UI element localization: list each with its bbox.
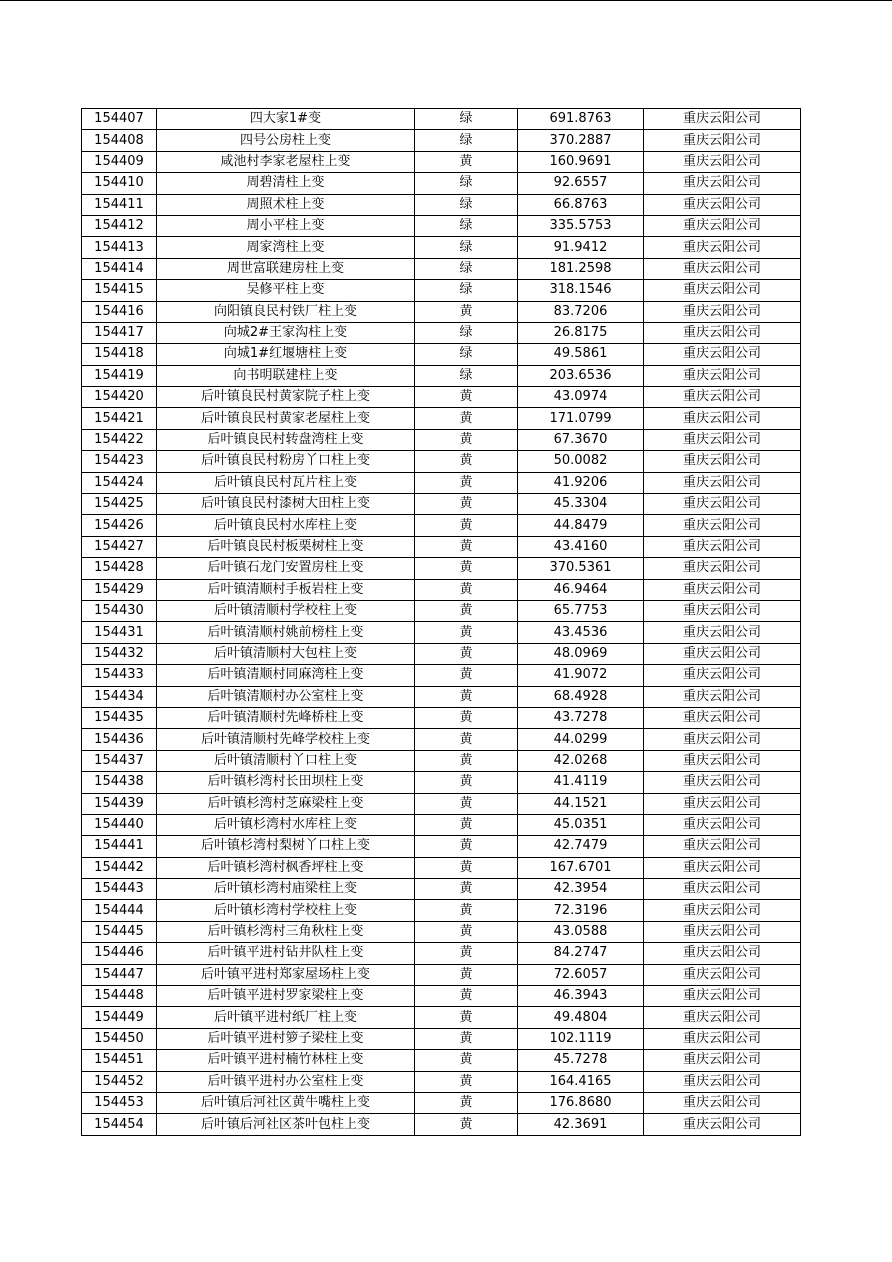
transformer-name-cell: 后叶镇清顺村大包柱上变 [157,643,415,664]
value-cell: 43.0588 [518,921,644,942]
row-id-cell: 154407 [82,109,157,130]
status-color-cell: 黄 [415,750,518,771]
value-cell: 42.3691 [518,1114,644,1135]
company-cell: 重庆云阳公司 [644,964,801,985]
row-id-cell: 154426 [82,515,157,536]
row-id-cell: 154422 [82,429,157,450]
transformer-name-cell: 后叶镇良民村板栗树柱上变 [157,536,415,557]
table-row [82,237,801,258]
row-id-cell: 154423 [82,451,157,472]
company-cell: 重庆云阳公司 [644,1092,801,1113]
status-color-cell: 黄 [415,494,518,515]
value-cell: 335.5753 [518,215,644,236]
transformer-name-cell: 后叶镇平进村箩子梁柱上变 [157,1028,415,1049]
status-color-cell: 黄 [415,943,518,964]
transformer-name-cell: 周家湾柱上变 [157,237,415,258]
company-cell: 重庆云阳公司 [644,750,801,771]
status-color-cell: 黄 [415,1092,518,1113]
company-cell: 重庆云阳公司 [644,109,801,130]
company-cell: 重庆云阳公司 [644,686,801,707]
transformer-name-cell: 后叶镇杉湾村水库柱上变 [157,814,415,835]
status-color-cell: 绿 [415,109,518,130]
value-cell: 42.3954 [518,879,644,900]
status-color-cell: 黄 [415,879,518,900]
value-cell: 42.7479 [518,836,644,857]
row-id-cell: 154453 [82,1092,157,1113]
row-id-cell: 154411 [82,194,157,215]
value-cell: 72.6057 [518,964,644,985]
company-cell: 重庆云阳公司 [644,643,801,664]
value-cell: 102.1119 [518,1028,644,1049]
transformer-name-cell: 后叶镇后河社区茶叶包柱上变 [157,1114,415,1135]
value-cell: 49.4804 [518,1007,644,1028]
transformer-name-cell: 后叶镇杉湾村三角秋柱上变 [157,921,415,942]
table-row [82,494,801,515]
value-cell: 167.6701 [518,857,644,878]
row-id-cell: 154435 [82,707,157,728]
company-cell: 重庆云阳公司 [644,130,801,151]
value-cell: 26.8175 [518,322,644,343]
transformer-name-cell: 后叶镇清顺村手板岩柱上变 [157,579,415,600]
status-color-cell: 黄 [415,814,518,835]
table-row [82,1007,801,1028]
company-cell: 重庆云阳公司 [644,301,801,322]
status-color-cell: 黄 [415,429,518,450]
row-id-cell: 154418 [82,344,157,365]
status-color-cell: 黄 [415,387,518,408]
table-row [82,986,801,1007]
table-row [82,1071,801,1092]
status-color-cell: 绿 [415,280,518,301]
transformer-name-cell: 向城2#王家沟柱上变 [157,322,415,343]
table-row [82,665,801,686]
value-cell: 41.9206 [518,472,644,493]
transformer-name-cell: 后叶镇清顺村办公室柱上变 [157,686,415,707]
table-row [82,643,801,664]
transformer-name-cell: 后叶镇良民村粉房丫口柱上变 [157,451,415,472]
value-cell: 84.2747 [518,943,644,964]
transformer-name-cell: 咸池村李家老屋柱上变 [157,151,415,172]
row-id-cell: 154441 [82,836,157,857]
company-cell: 重庆云阳公司 [644,322,801,343]
status-color-cell: 黄 [415,536,518,557]
table-row [82,387,801,408]
status-color-cell: 黄 [415,729,518,750]
row-id-cell: 154434 [82,686,157,707]
table-row [82,579,801,600]
status-color-cell: 黄 [415,900,518,921]
row-id-cell: 154440 [82,814,157,835]
company-cell: 重庆云阳公司 [644,814,801,835]
table-row [82,622,801,643]
company-cell: 重庆云阳公司 [644,943,801,964]
status-color-cell: 黄 [415,1071,518,1092]
row-id-cell: 154436 [82,729,157,750]
row-id-cell: 154454 [82,1114,157,1135]
table-row [82,1114,801,1135]
company-cell: 重庆云阳公司 [644,622,801,643]
table-row [82,814,801,835]
table-row [82,151,801,172]
row-id-cell: 154444 [82,900,157,921]
value-cell: 66.8763 [518,194,644,215]
company-cell: 重庆云阳公司 [644,173,801,194]
status-color-cell: 黄 [415,515,518,536]
table-row [82,943,801,964]
company-cell: 重庆云阳公司 [644,344,801,365]
company-cell: 重庆云阳公司 [644,707,801,728]
status-color-cell: 绿 [415,344,518,365]
transformer-name-cell: 周碧清柱上变 [157,173,415,194]
status-color-cell: 绿 [415,130,518,151]
company-cell: 重庆云阳公司 [644,365,801,386]
status-color-cell: 绿 [415,215,518,236]
status-color-cell: 黄 [415,921,518,942]
transformer-name-cell: 后叶镇平进村纸厂柱上变 [157,1007,415,1028]
row-id-cell: 154420 [82,387,157,408]
table-row [82,964,801,985]
company-cell: 重庆云阳公司 [644,1071,801,1092]
row-id-cell: 154430 [82,600,157,621]
row-id-cell: 154417 [82,322,157,343]
table-row [82,322,801,343]
table-row [82,729,801,750]
status-color-cell: 黄 [415,665,518,686]
table-row [82,921,801,942]
value-cell: 43.4160 [518,536,644,557]
value-cell: 171.0799 [518,408,644,429]
row-id-cell: 154428 [82,558,157,579]
transformer-name-cell: 后叶镇平进村罗家梁柱上变 [157,986,415,1007]
transformer-name-cell: 后叶镇平进村郑家屋场柱上变 [157,964,415,985]
value-cell: 176.8680 [518,1092,644,1113]
value-cell: 42.0268 [518,750,644,771]
value-cell: 45.3304 [518,494,644,515]
status-color-cell: 绿 [415,194,518,215]
value-cell: 160.9691 [518,151,644,172]
row-id-cell: 154447 [82,964,157,985]
row-id-cell: 154437 [82,750,157,771]
transformer-name-cell: 后叶镇良民村黄家老屋柱上变 [157,408,415,429]
row-id-cell: 154409 [82,151,157,172]
company-cell: 重庆云阳公司 [644,986,801,1007]
table-row [82,772,801,793]
table-row [82,857,801,878]
status-color-cell: 黄 [415,964,518,985]
value-cell: 92.6557 [518,173,644,194]
transformer-name-cell: 后叶镇清顺村丫口柱上变 [157,750,415,771]
transformer-name-cell: 后叶镇杉湾村学校柱上变 [157,900,415,921]
transformer-name-cell: 后叶镇良民村漆树大田柱上变 [157,494,415,515]
status-color-cell: 黄 [415,1114,518,1135]
table-row [82,515,801,536]
value-cell: 44.8479 [518,515,644,536]
transformer-name-cell: 后叶镇清顺村先峰桥柱上变 [157,707,415,728]
row-id-cell: 154445 [82,921,157,942]
table-row [82,879,801,900]
transformer-name-cell: 周照术柱上变 [157,194,415,215]
transformer-name-cell: 后叶镇良民村转盘湾柱上变 [157,429,415,450]
value-cell: 164.4165 [518,1071,644,1092]
table-row [82,750,801,771]
value-cell: 41.9072 [518,665,644,686]
table-row [82,215,801,236]
row-id-cell: 154442 [82,857,157,878]
value-cell: 65.7753 [518,600,644,621]
table-row [82,836,801,857]
transformer-name-cell: 周小平柱上变 [157,215,415,236]
table-row [82,344,801,365]
transformer-name-cell: 后叶镇杉湾村庙梁柱上变 [157,879,415,900]
company-cell: 重庆云阳公司 [644,900,801,921]
row-id-cell: 154410 [82,173,157,194]
transformer-name-cell: 后叶镇杉湾村芝麻梁柱上变 [157,793,415,814]
status-color-cell: 黄 [415,408,518,429]
row-id-cell: 154427 [82,536,157,557]
value-cell: 45.0351 [518,814,644,835]
company-cell: 重庆云阳公司 [644,408,801,429]
company-cell: 重庆云阳公司 [644,472,801,493]
company-cell: 重庆云阳公司 [644,387,801,408]
row-id-cell: 154415 [82,280,157,301]
company-cell: 重庆云阳公司 [644,1028,801,1049]
table-row [82,451,801,472]
table-row [82,109,801,130]
row-id-cell: 154416 [82,301,157,322]
status-color-cell: 黄 [415,686,518,707]
status-color-cell: 黄 [415,600,518,621]
company-cell: 重庆云阳公司 [644,194,801,215]
status-color-cell: 绿 [415,237,518,258]
transformer-name-cell: 周世富联建房柱上变 [157,258,415,279]
table-row [82,600,801,621]
company-cell: 重庆云阳公司 [644,1007,801,1028]
status-color-cell: 黄 [415,643,518,664]
value-cell: 67.3670 [518,429,644,450]
transformer-name-cell: 后叶镇清顺村学校柱上变 [157,600,415,621]
transformer-name-cell: 后叶镇清顺村姚前榜柱上变 [157,622,415,643]
transformer-name-cell: 后叶镇清顺村同麻湾柱上变 [157,665,415,686]
value-cell: 41.4119 [518,772,644,793]
transformer-name-cell: 后叶镇良民村黄家院子柱上变 [157,387,415,408]
company-cell: 重庆云阳公司 [644,429,801,450]
row-id-cell: 154421 [82,408,157,429]
company-cell: 重庆云阳公司 [644,793,801,814]
status-color-cell: 黄 [415,986,518,1007]
row-id-cell: 154438 [82,772,157,793]
transformer-name-cell: 后叶镇平进村办公室柱上变 [157,1071,415,1092]
status-color-cell: 黄 [415,707,518,728]
status-color-cell: 黄 [415,836,518,857]
table-row [82,793,801,814]
company-cell: 重庆云阳公司 [644,579,801,600]
transformer-name-cell: 后叶镇平进村楠竹林柱上变 [157,1050,415,1071]
value-cell: 49.5861 [518,344,644,365]
row-id-cell: 154452 [82,1071,157,1092]
company-cell: 重庆云阳公司 [644,280,801,301]
row-id-cell: 154419 [82,365,157,386]
table-row [82,558,801,579]
company-cell: 重庆云阳公司 [644,836,801,857]
value-cell: 83.7206 [518,301,644,322]
value-cell: 44.0299 [518,729,644,750]
row-id-cell: 154451 [82,1050,157,1071]
transformer-table [81,108,801,1136]
company-cell: 重庆云阳公司 [644,600,801,621]
value-cell: 46.3943 [518,986,644,1007]
table-row [82,194,801,215]
transformer-name-cell: 后叶镇石龙门安置房柱上变 [157,558,415,579]
status-color-cell: 黄 [415,151,518,172]
status-color-cell: 绿 [415,322,518,343]
table-row [82,280,801,301]
table-row [82,301,801,322]
transformer-name-cell: 后叶镇平进村钻井队柱上变 [157,943,415,964]
value-cell: 318.1546 [518,280,644,301]
company-cell: 重庆云阳公司 [644,151,801,172]
transformer-name-cell: 后叶镇后河社区黄牛嘴柱上变 [157,1092,415,1113]
table-row [82,707,801,728]
company-cell: 重庆云阳公司 [644,857,801,878]
status-color-cell: 黄 [415,451,518,472]
value-cell: 68.4928 [518,686,644,707]
transformer-name-cell: 向城1#红堰塘柱上变 [157,344,415,365]
table-row [82,1092,801,1113]
transformer-name-cell: 后叶镇杉湾村梨树丫口柱上变 [157,836,415,857]
table-row [82,472,801,493]
transformer-name-cell: 后叶镇良民村水库柱上变 [157,515,415,536]
row-id-cell: 154439 [82,793,157,814]
status-color-cell: 黄 [415,1050,518,1071]
table-row [82,1050,801,1071]
transformer-name-cell: 向阳镇良民村铁厂柱上变 [157,301,415,322]
row-id-cell: 154429 [82,579,157,600]
row-id-cell: 154448 [82,986,157,1007]
company-cell: 重庆云阳公司 [644,1050,801,1071]
transformer-name-cell: 吴修平柱上变 [157,280,415,301]
table-row [82,429,801,450]
value-cell: 50.0082 [518,451,644,472]
company-cell: 重庆云阳公司 [644,729,801,750]
table-row [82,1028,801,1049]
table-row [82,536,801,557]
row-id-cell: 154414 [82,258,157,279]
company-cell: 重庆云阳公司 [644,536,801,557]
row-id-cell: 154412 [82,215,157,236]
row-id-cell: 154432 [82,643,157,664]
company-cell: 重庆云阳公司 [644,558,801,579]
company-cell: 重庆云阳公司 [644,451,801,472]
status-color-cell: 黄 [415,857,518,878]
table-row [82,408,801,429]
company-cell: 重庆云阳公司 [644,1114,801,1135]
status-color-cell: 黄 [415,772,518,793]
status-color-cell: 绿 [415,173,518,194]
value-cell: 72.3196 [518,900,644,921]
status-color-cell: 绿 [415,258,518,279]
transformer-name-cell: 向书明联建柱上变 [157,365,415,386]
row-id-cell: 154413 [82,237,157,258]
value-cell: 45.7278 [518,1050,644,1071]
status-color-cell: 黄 [415,793,518,814]
company-cell: 重庆云阳公司 [644,258,801,279]
company-cell: 重庆云阳公司 [644,665,801,686]
transformer-name-cell: 后叶镇杉湾村枫香坪柱上变 [157,857,415,878]
table-row [82,173,801,194]
value-cell: 91.9412 [518,237,644,258]
company-cell: 重庆云阳公司 [644,237,801,258]
transformer-name-cell: 四号公房柱上变 [157,130,415,151]
value-cell: 48.0969 [518,643,644,664]
status-color-cell: 黄 [415,301,518,322]
value-cell: 44.1521 [518,793,644,814]
row-id-cell: 154449 [82,1007,157,1028]
company-cell: 重庆云阳公司 [644,494,801,515]
transformer-name-cell: 后叶镇清顺村先峰学校柱上变 [157,729,415,750]
status-color-cell: 绿 [415,365,518,386]
transformer-name-cell: 四大家1#变 [157,109,415,130]
value-cell: 203.6536 [518,365,644,386]
table-row [82,258,801,279]
transformer-name-cell: 后叶镇杉湾村长田坝柱上变 [157,772,415,793]
status-color-cell: 黄 [415,472,518,493]
value-cell: 691.8763 [518,109,644,130]
value-cell: 370.2887 [518,130,644,151]
value-cell: 43.4536 [518,622,644,643]
status-color-cell: 黄 [415,558,518,579]
status-color-cell: 黄 [415,622,518,643]
company-cell: 重庆云阳公司 [644,921,801,942]
value-cell: 181.2598 [518,258,644,279]
row-id-cell: 154450 [82,1028,157,1049]
company-cell: 重庆云阳公司 [644,215,801,236]
table-row [82,365,801,386]
row-id-cell: 154446 [82,943,157,964]
row-id-cell: 154425 [82,494,157,515]
table-row [82,686,801,707]
value-cell: 43.7278 [518,707,644,728]
company-cell: 重庆云阳公司 [644,515,801,536]
status-color-cell: 黄 [415,1007,518,1028]
table-row [82,900,801,921]
row-id-cell: 154408 [82,130,157,151]
status-color-cell: 黄 [415,1028,518,1049]
value-cell: 370.5361 [518,558,644,579]
table-body [82,109,801,1136]
row-id-cell: 154433 [82,665,157,686]
transformer-name-cell: 后叶镇良民村瓦片柱上变 [157,472,415,493]
row-id-cell: 154424 [82,472,157,493]
value-cell: 43.0974 [518,387,644,408]
row-id-cell: 154431 [82,622,157,643]
page-top-border [0,0,892,1]
table-row [82,130,801,151]
value-cell: 46.9464 [518,579,644,600]
company-cell: 重庆云阳公司 [644,879,801,900]
row-id-cell: 154443 [82,879,157,900]
status-color-cell: 黄 [415,579,518,600]
company-cell: 重庆云阳公司 [644,772,801,793]
